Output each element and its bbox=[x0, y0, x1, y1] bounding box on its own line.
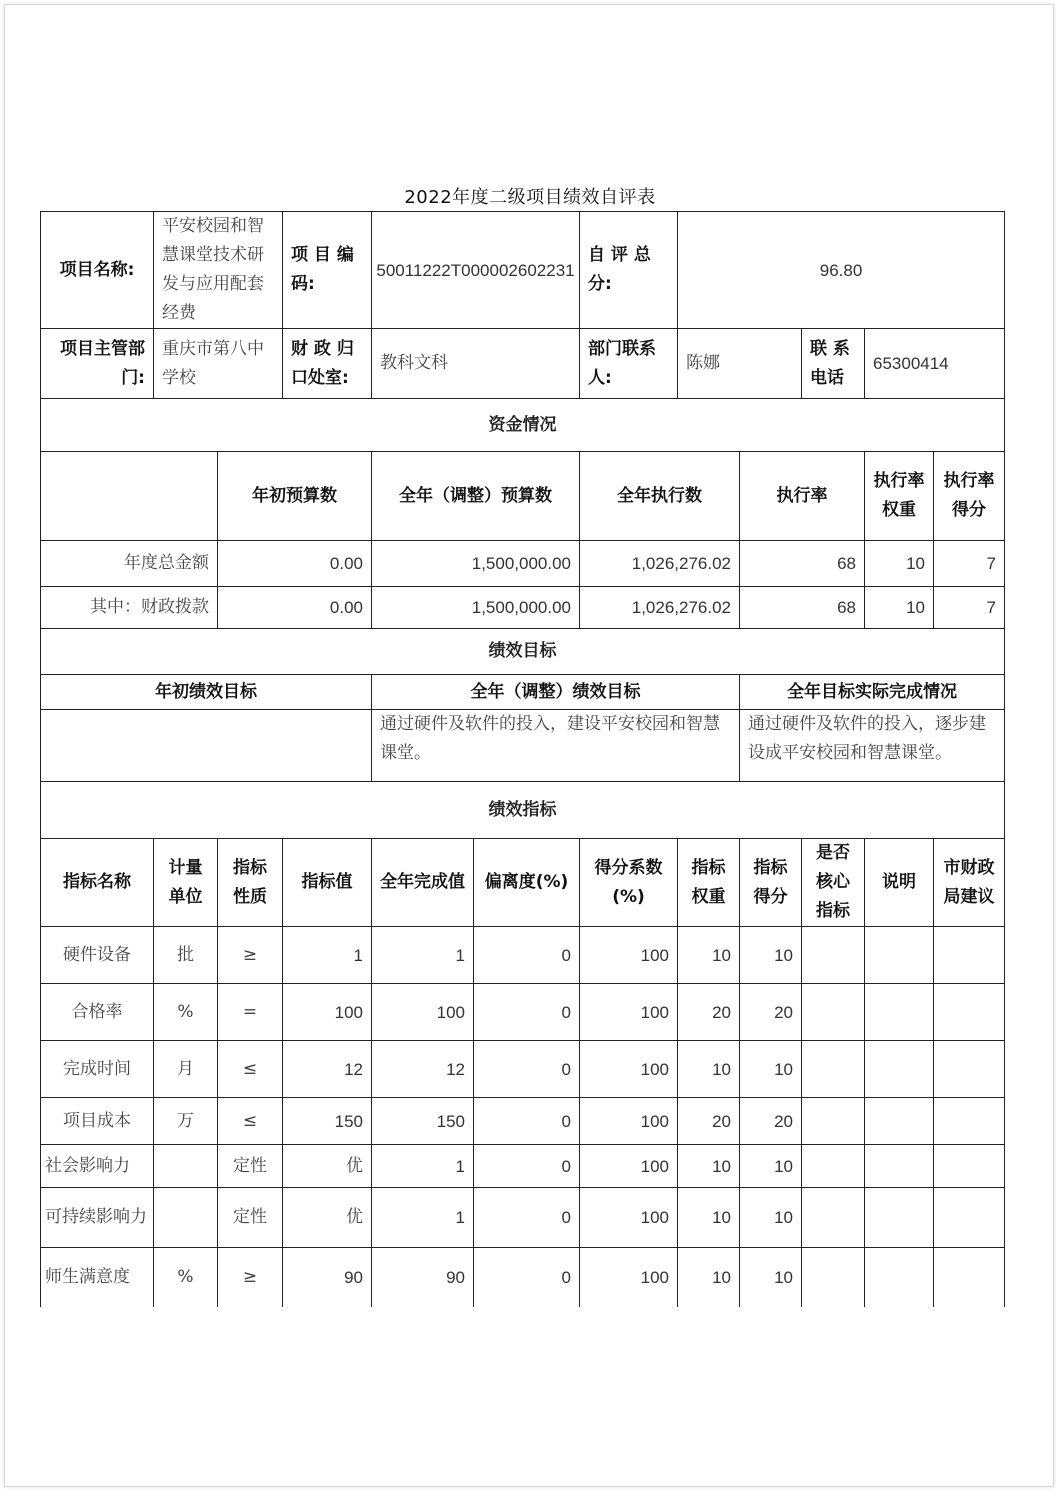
ind-target: 90 bbox=[283, 1248, 372, 1307]
ind-note bbox=[865, 1248, 934, 1307]
funds-cell: 1,026,276.02 bbox=[580, 587, 740, 629]
indicator-row bbox=[41, 1041, 1005, 1098]
ind-note bbox=[865, 1041, 934, 1098]
ind-header: 偏离度(%) bbox=[474, 839, 580, 927]
indicator-row bbox=[41, 1188, 1005, 1248]
funds-cell: 10 bbox=[865, 587, 934, 629]
ind-core bbox=[802, 1188, 865, 1248]
funds-header-executed: 全年执行数 bbox=[580, 452, 740, 541]
funds-cell: 68 bbox=[740, 587, 865, 629]
ind-score: 10 bbox=[740, 927, 802, 984]
ind-actual: 1 bbox=[372, 1188, 474, 1248]
goals-header-adjusted: 全年（调整）绩效目标 bbox=[372, 675, 740, 710]
ind-nature: ≤ bbox=[218, 1041, 283, 1098]
ind-actual: 150 bbox=[372, 1098, 474, 1145]
ind-name: 合格率 bbox=[41, 984, 154, 1041]
funds-cell: 10 bbox=[865, 541, 934, 587]
ind-coef: 100 bbox=[580, 927, 678, 984]
ind-advice bbox=[934, 1041, 1005, 1098]
funds-cell: 0.00 bbox=[218, 587, 372, 629]
ind-unit: % bbox=[154, 984, 218, 1041]
goals-adjusted-text: 通过硬件及软件的投入，建设平安校园和智慧课堂。 bbox=[372, 710, 740, 782]
ind-header: 计量单位 bbox=[154, 839, 218, 927]
self-score-value: 96.80 bbox=[678, 212, 1005, 329]
ind-unit bbox=[154, 1145, 218, 1188]
ind-actual: 12 bbox=[372, 1041, 474, 1098]
ind-nature: ≥ bbox=[218, 927, 283, 984]
funds-row-label: 其中：财政拨款 bbox=[41, 587, 218, 629]
ind-core bbox=[802, 927, 865, 984]
ind-target: 12 bbox=[283, 1041, 372, 1098]
project-code-value: 50011222T000002602231 bbox=[372, 212, 580, 329]
ind-name: 师生满意度 bbox=[41, 1248, 154, 1307]
ind-deviation: 0 bbox=[474, 984, 580, 1041]
funds-header-initial-budget: 年初预算数 bbox=[218, 452, 372, 541]
ind-advice bbox=[934, 984, 1005, 1041]
funds-cell: 1,026,276.02 bbox=[580, 541, 740, 587]
funds-cell: 1,500,000.00 bbox=[372, 541, 580, 587]
ind-actual: 90 bbox=[372, 1248, 474, 1307]
ind-header: 指标权重 bbox=[678, 839, 740, 927]
ind-advice bbox=[934, 927, 1005, 984]
ind-name: 硬件设备 bbox=[41, 927, 154, 984]
ind-weight: 10 bbox=[678, 1041, 740, 1098]
indicator-row bbox=[41, 984, 1005, 1041]
contact-value: 陈娜 bbox=[678, 329, 802, 399]
ind-score: 10 bbox=[740, 1041, 802, 1098]
office-label: 财 政 归口处室: bbox=[283, 329, 372, 399]
ind-header: 全年完成值 bbox=[372, 839, 474, 927]
ind-nature: 定性 bbox=[218, 1145, 283, 1188]
contact-label: 部门联系人: bbox=[580, 329, 678, 399]
ind-nature: = bbox=[218, 984, 283, 1041]
ind-core bbox=[802, 984, 865, 1041]
ind-core bbox=[802, 1098, 865, 1145]
ind-advice bbox=[934, 1188, 1005, 1248]
ind-score: 10 bbox=[740, 1188, 802, 1248]
ind-core bbox=[802, 1041, 865, 1098]
ind-actual: 1 bbox=[372, 1145, 474, 1188]
ind-core bbox=[802, 1145, 865, 1188]
project-code-label: 项 目 编码: bbox=[283, 212, 372, 329]
ind-header: 指标得分 bbox=[740, 839, 802, 927]
dept-label: 项目主管部门: bbox=[41, 329, 154, 399]
office-value: 教科文科 bbox=[372, 329, 580, 399]
ind-deviation: 0 bbox=[474, 1145, 580, 1188]
ind-deviation: 0 bbox=[474, 1188, 580, 1248]
goals-initial-text bbox=[41, 710, 372, 782]
ind-weight: 10 bbox=[678, 1188, 740, 1248]
indicator-row bbox=[41, 1248, 1005, 1307]
ind-weight: 10 bbox=[678, 927, 740, 984]
funds-header-exec-rate: 执行率 bbox=[740, 452, 865, 541]
ind-actual: 1 bbox=[372, 927, 474, 984]
funds-cell: 7 bbox=[934, 587, 1005, 629]
ind-header: 指标值 bbox=[283, 839, 372, 927]
indicator-row bbox=[41, 1145, 1005, 1188]
funds-header-rate-weight: 执行率权重 bbox=[865, 452, 934, 541]
ind-deviation: 0 bbox=[474, 1098, 580, 1145]
ind-advice bbox=[934, 1248, 1005, 1307]
ind-score: 10 bbox=[740, 1248, 802, 1307]
ind-weight: 20 bbox=[678, 984, 740, 1041]
ind-unit: % bbox=[154, 1248, 218, 1307]
indicator-row bbox=[41, 1098, 1005, 1145]
ind-unit: 万 bbox=[154, 1098, 218, 1145]
ind-name: 社会影响力 bbox=[41, 1145, 154, 1188]
ind-unit bbox=[154, 1188, 218, 1248]
goals-header-initial: 年初绩效目标 bbox=[41, 675, 372, 710]
funds-header-blank bbox=[41, 452, 218, 541]
project-name-value: 平安校园和智慧课堂技术研发与应用配套经费 bbox=[154, 212, 283, 329]
ind-coef: 100 bbox=[580, 1041, 678, 1098]
indicators-section-title: 绩效指标 bbox=[41, 782, 1005, 839]
ind-note bbox=[865, 1145, 934, 1188]
ind-weight: 10 bbox=[678, 1145, 740, 1188]
goals-section-title: 绩效目标 bbox=[41, 629, 1005, 675]
ind-actual: 100 bbox=[372, 984, 474, 1041]
phone-label: 联 系电话 bbox=[802, 329, 865, 399]
ind-score: 10 bbox=[740, 1145, 802, 1188]
ind-coef: 100 bbox=[580, 1145, 678, 1188]
funds-section-title: 资金情况 bbox=[41, 399, 1005, 452]
evaluation-table bbox=[40, 211, 1005, 1307]
funds-header-adjusted-budget: 全年（调整）预算数 bbox=[372, 452, 580, 541]
ind-header: 说明 bbox=[865, 839, 934, 927]
ind-deviation: 0 bbox=[474, 1041, 580, 1098]
ind-weight: 20 bbox=[678, 1098, 740, 1145]
ind-core bbox=[802, 1248, 865, 1307]
ind-target: 100 bbox=[283, 984, 372, 1041]
funds-cell: 68 bbox=[740, 541, 865, 587]
ind-nature: 定性 bbox=[218, 1188, 283, 1248]
ind-target: 150 bbox=[283, 1098, 372, 1145]
ind-coef: 100 bbox=[580, 984, 678, 1041]
self-score-label: 自 评 总分: bbox=[580, 212, 678, 329]
ind-advice bbox=[934, 1098, 1005, 1145]
ind-coef: 100 bbox=[580, 1188, 678, 1248]
goals-actual-text: 通过硬件及软件的投入，逐步建设成平安校园和智慧课堂。 bbox=[740, 710, 1005, 782]
funds-cell: 7 bbox=[934, 541, 1005, 587]
ind-target: 优 bbox=[283, 1188, 372, 1248]
ind-note bbox=[865, 1188, 934, 1248]
ind-deviation: 0 bbox=[474, 927, 580, 984]
ind-header: 是否核心指标 bbox=[802, 839, 865, 927]
ind-name: 完成时间 bbox=[41, 1041, 154, 1098]
ind-score: 20 bbox=[740, 984, 802, 1041]
funds-cell: 0.00 bbox=[218, 541, 372, 587]
ind-header: 指标性质 bbox=[218, 839, 283, 927]
dept-value: 重庆市第八中学校 bbox=[154, 329, 283, 399]
ind-name: 项目成本 bbox=[41, 1098, 154, 1145]
ind-name: 可持续影响力 bbox=[41, 1188, 154, 1248]
ind-score: 20 bbox=[740, 1098, 802, 1145]
page-title: 2022年度二级项目绩效自评表 bbox=[404, 187, 656, 208]
project-name-label: 项目名称: bbox=[41, 212, 154, 329]
goals-header-actual: 全年目标实际完成情况 bbox=[740, 675, 1005, 710]
funds-cell: 1,500,000.00 bbox=[372, 587, 580, 629]
ind-nature: ≥ bbox=[218, 1248, 283, 1307]
ind-coef: 100 bbox=[580, 1248, 678, 1307]
ind-weight: 10 bbox=[678, 1248, 740, 1307]
indicator-row bbox=[41, 927, 1005, 984]
phone-value: 65300414 bbox=[865, 329, 1005, 399]
ind-coef: 100 bbox=[580, 1098, 678, 1145]
funds-header-rate-score: 执行率得分 bbox=[934, 452, 1005, 541]
ind-deviation: 0 bbox=[474, 1248, 580, 1307]
ind-note bbox=[865, 984, 934, 1041]
ind-advice bbox=[934, 1145, 1005, 1188]
funds-row-label: 年度总金额 bbox=[41, 541, 218, 587]
ind-unit: 批 bbox=[154, 927, 218, 984]
ind-unit: 月 bbox=[154, 1041, 218, 1098]
ind-header: 市财政局建议 bbox=[934, 839, 1005, 927]
ind-header: 指标名称 bbox=[41, 839, 154, 927]
ind-note bbox=[865, 1098, 934, 1145]
ind-target: 优 bbox=[283, 1145, 372, 1188]
ind-note bbox=[865, 927, 934, 984]
ind-header: 得分系数(%) bbox=[580, 839, 678, 927]
ind-nature: ≤ bbox=[218, 1098, 283, 1145]
ind-target: 1 bbox=[283, 927, 372, 984]
